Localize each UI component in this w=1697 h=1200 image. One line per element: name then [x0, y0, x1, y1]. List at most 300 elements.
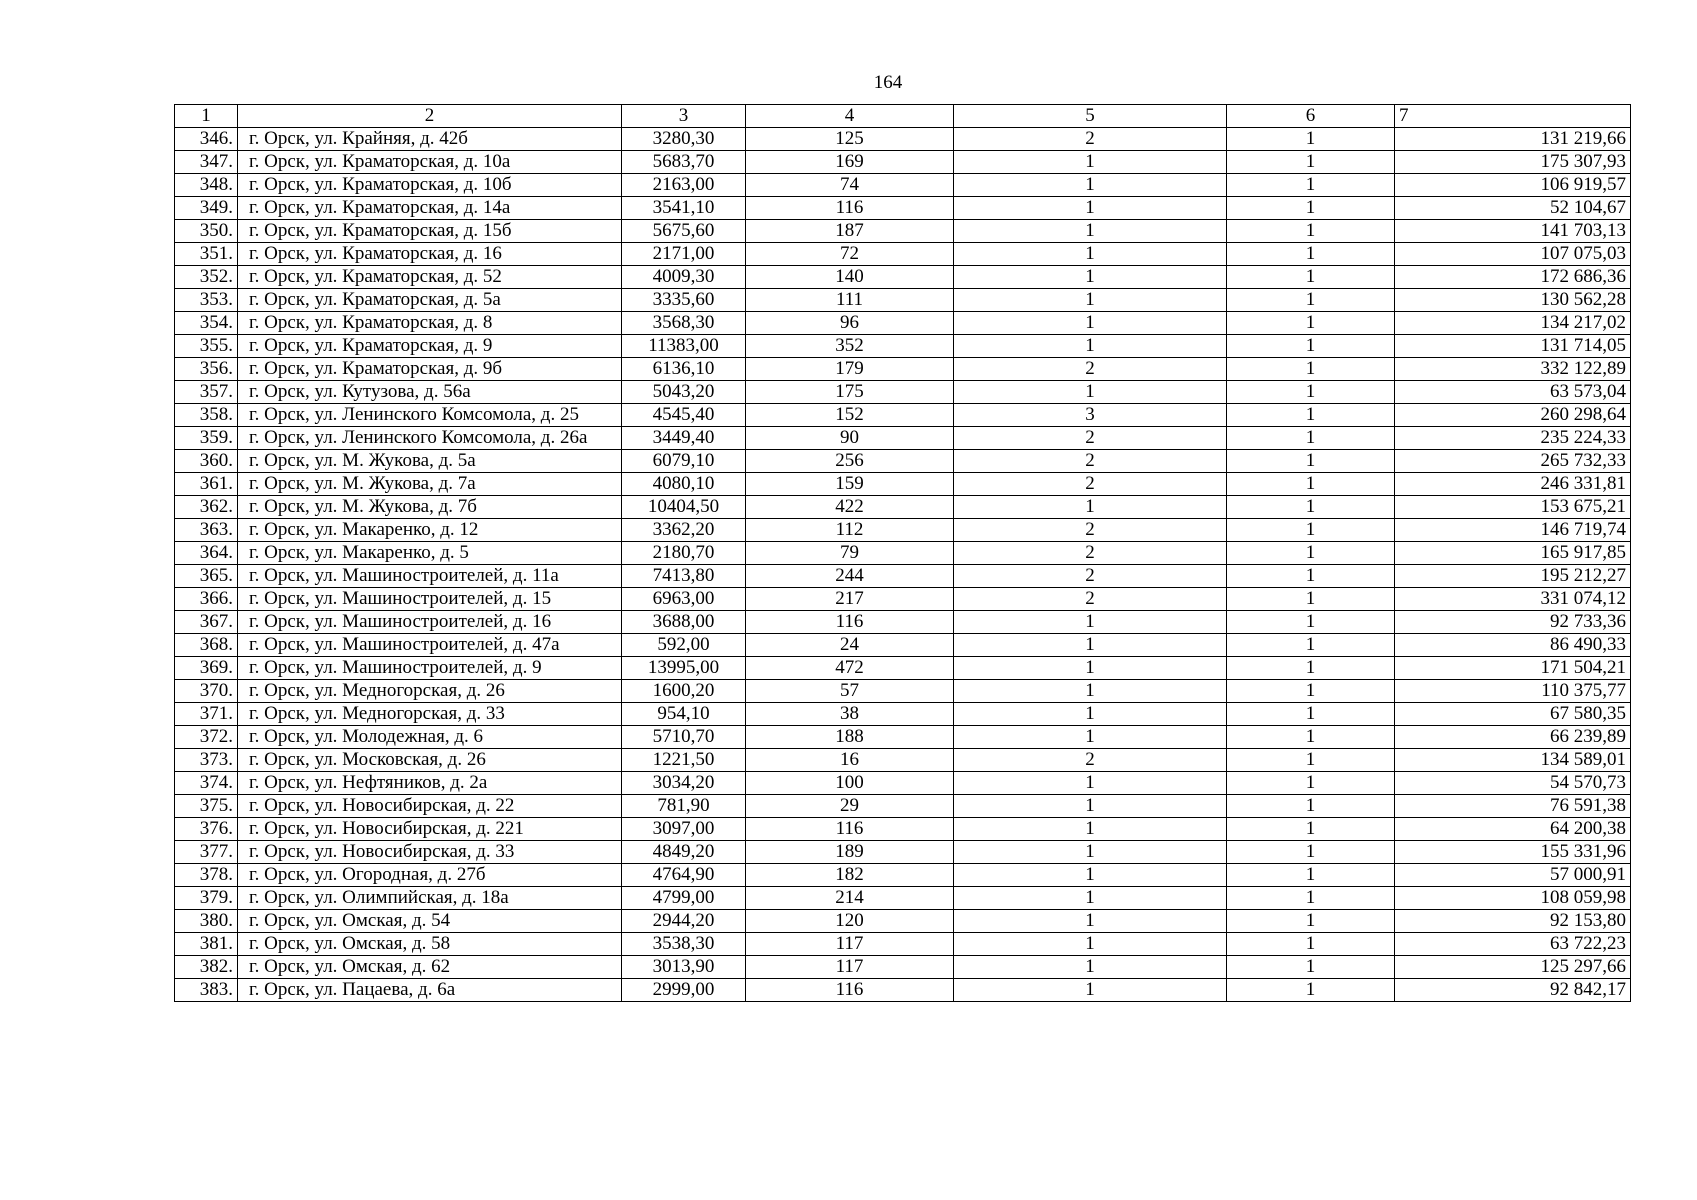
column-number-6: 6 [1227, 105, 1395, 128]
column-number-3: 3 [622, 105, 746, 128]
residents-cell: 38 [746, 703, 954, 726]
column-5-cell: 1 [954, 197, 1227, 220]
amount-cell: 172 686,36 [1395, 266, 1631, 289]
residents-cell: 29 [746, 795, 954, 818]
row-number: 364. [175, 542, 238, 565]
table-row [175, 887, 1631, 910]
row-number: 350. [175, 220, 238, 243]
table-row [175, 381, 1631, 404]
table-row [175, 565, 1631, 588]
table-row [175, 358, 1631, 381]
column-6-cell: 1 [1227, 220, 1395, 243]
column-5-cell: 1 [954, 956, 1227, 979]
amount-cell: 67 580,35 [1395, 703, 1631, 726]
row-number: 382. [175, 956, 238, 979]
table-row [175, 266, 1631, 289]
row-number: 348. [175, 174, 238, 197]
amount-cell: 260 298,64 [1395, 404, 1631, 427]
table-row [175, 450, 1631, 473]
column-number-4: 4 [746, 105, 954, 128]
residents-cell: 182 [746, 864, 954, 887]
area-cell: 3538,30 [622, 933, 746, 956]
table-row [175, 220, 1631, 243]
address-cell: г. Орск, ул. Машиностроителей, д. 47а [238, 634, 622, 657]
address-cell: г. Орск, ул. Макаренко, д. 12 [238, 519, 622, 542]
column-6-cell: 1 [1227, 404, 1395, 427]
area-cell: 4849,20 [622, 841, 746, 864]
table-row [175, 749, 1631, 772]
column-6-cell: 1 [1227, 151, 1395, 174]
residents-cell: 256 [746, 450, 954, 473]
table-row [175, 335, 1631, 358]
area-cell: 2180,70 [622, 542, 746, 565]
amount-cell: 110 375,77 [1395, 680, 1631, 703]
table-row [175, 933, 1631, 956]
row-number: 367. [175, 611, 238, 634]
row-number: 352. [175, 266, 238, 289]
address-cell: г. Орск, ул. Омская, д. 54 [238, 910, 622, 933]
area-cell: 5043,20 [622, 381, 746, 404]
area-cell: 954,10 [622, 703, 746, 726]
amount-cell: 146 719,74 [1395, 519, 1631, 542]
row-number: 370. [175, 680, 238, 703]
amount-cell: 63 573,04 [1395, 381, 1631, 404]
address-cell: г. Орск, ул. Медногорская, д. 26 [238, 680, 622, 703]
row-number: 360. [175, 450, 238, 473]
column-6-cell: 1 [1227, 427, 1395, 450]
column-6-cell: 1 [1227, 565, 1395, 588]
row-number: 383. [175, 979, 238, 1002]
row-number: 363. [175, 519, 238, 542]
residents-cell: 244 [746, 565, 954, 588]
amount-cell: 171 504,21 [1395, 657, 1631, 680]
column-5-cell: 1 [954, 243, 1227, 266]
column-6-cell: 1 [1227, 611, 1395, 634]
area-cell: 6963,00 [622, 588, 746, 611]
table-row [175, 588, 1631, 611]
address-cell: г. Орск, ул. М. Жукова, д. 7б [238, 496, 622, 519]
column-5-cell: 2 [954, 565, 1227, 588]
area-cell: 13995,00 [622, 657, 746, 680]
column-5-cell: 1 [954, 151, 1227, 174]
address-cell: г. Орск, ул. Омская, д. 58 [238, 933, 622, 956]
area-cell: 3034,20 [622, 772, 746, 795]
column-5-cell: 2 [954, 450, 1227, 473]
amount-cell: 246 331,81 [1395, 473, 1631, 496]
residents-cell: 472 [746, 657, 954, 680]
column-6-cell: 1 [1227, 197, 1395, 220]
area-cell: 4080,10 [622, 473, 746, 496]
table-row [175, 243, 1631, 266]
amount-cell: 76 591,38 [1395, 795, 1631, 818]
area-cell: 4799,00 [622, 887, 746, 910]
column-5-cell: 2 [954, 542, 1227, 565]
area-cell: 3541,10 [622, 197, 746, 220]
column-6-cell: 1 [1227, 542, 1395, 565]
table-row [175, 956, 1631, 979]
column-6-cell: 1 [1227, 243, 1395, 266]
amount-cell: 175 307,93 [1395, 151, 1631, 174]
amount-cell: 92 733,36 [1395, 611, 1631, 634]
column-number-1: 1 [175, 105, 238, 128]
row-number: 376. [175, 818, 238, 841]
address-cell: г. Орск, ул. Краматорская, д. 15б [238, 220, 622, 243]
amount-cell: 125 297,66 [1395, 956, 1631, 979]
area-cell: 3013,90 [622, 956, 746, 979]
address-cell: г. Орск, ул. Машиностроителей, д. 15 [238, 588, 622, 611]
column-6-cell: 1 [1227, 174, 1395, 197]
column-5-cell: 1 [954, 266, 1227, 289]
column-6-cell: 1 [1227, 818, 1395, 841]
row-number: 373. [175, 749, 238, 772]
column-5-cell: 1 [954, 818, 1227, 841]
residents-cell: 116 [746, 979, 954, 1002]
column-6-cell: 1 [1227, 358, 1395, 381]
amount-cell: 155 331,96 [1395, 841, 1631, 864]
row-number: 359. [175, 427, 238, 450]
table-row [175, 795, 1631, 818]
column-5-cell: 1 [954, 703, 1227, 726]
page-number: 164 [873, 72, 903, 93]
amount-cell: 106 919,57 [1395, 174, 1631, 197]
residents-cell: 217 [746, 588, 954, 611]
column-5-cell: 1 [954, 220, 1227, 243]
table-row [175, 910, 1631, 933]
residents-cell: 100 [746, 772, 954, 795]
amount-cell: 165 917,85 [1395, 542, 1631, 565]
row-number: 355. [175, 335, 238, 358]
residents-cell: 72 [746, 243, 954, 266]
column-6-cell: 1 [1227, 680, 1395, 703]
row-number: 346. [175, 128, 238, 151]
column-6-cell: 1 [1227, 289, 1395, 312]
column-5-cell: 1 [954, 795, 1227, 818]
column-5-cell: 1 [954, 174, 1227, 197]
row-number: 349. [175, 197, 238, 220]
residents-cell: 57 [746, 680, 954, 703]
amount-cell: 52 104,67 [1395, 197, 1631, 220]
column-6-cell: 1 [1227, 266, 1395, 289]
table-row [175, 174, 1631, 197]
column-number-5: 5 [954, 105, 1227, 128]
residents-cell: 74 [746, 174, 954, 197]
residents-cell: 79 [746, 542, 954, 565]
row-number: 353. [175, 289, 238, 312]
address-cell: г. Орск, ул. Краматорская, д. 10б [238, 174, 622, 197]
row-number: 365. [175, 565, 238, 588]
column-6-cell: 1 [1227, 450, 1395, 473]
address-cell: г. Орск, ул. Краматорская, д. 5а [238, 289, 622, 312]
residents-cell: 116 [746, 818, 954, 841]
address-cell: г. Орск, ул. Краматорская, д. 10а [238, 151, 622, 174]
column-6-cell: 1 [1227, 657, 1395, 680]
address-cell: г. Орск, ул. М. Жукова, д. 7а [238, 473, 622, 496]
row-number: 381. [175, 933, 238, 956]
column-5-cell: 1 [954, 864, 1227, 887]
address-cell: г. Орск, ул. М. Жукова, д. 5а [238, 450, 622, 473]
amount-cell: 107 075,03 [1395, 243, 1631, 266]
column-6-cell: 1 [1227, 335, 1395, 358]
residents-cell: 112 [746, 519, 954, 542]
area-cell: 3097,00 [622, 818, 746, 841]
residents-cell: 352 [746, 335, 954, 358]
area-cell: 3688,00 [622, 611, 746, 634]
column-6-cell: 1 [1227, 841, 1395, 864]
column-6-cell: 1 [1227, 519, 1395, 542]
column-5-cell: 2 [954, 749, 1227, 772]
residents-cell: 117 [746, 956, 954, 979]
residents-cell: 422 [746, 496, 954, 519]
area-cell: 2163,00 [622, 174, 746, 197]
amount-cell: 131 714,05 [1395, 335, 1631, 358]
row-number: 374. [175, 772, 238, 795]
table-row [175, 680, 1631, 703]
column-6-cell: 1 [1227, 381, 1395, 404]
address-cell: г. Орск, ул. Новосибирская, д. 33 [238, 841, 622, 864]
residents-cell: 179 [746, 358, 954, 381]
table-row [175, 979, 1631, 1002]
column-6-cell: 1 [1227, 979, 1395, 1002]
column-5-cell: 2 [954, 519, 1227, 542]
row-number: 354. [175, 312, 238, 335]
row-number: 377. [175, 841, 238, 864]
column-5-cell: 1 [954, 312, 1227, 335]
residents-cell: 24 [746, 634, 954, 657]
column-5-cell: 1 [954, 335, 1227, 358]
table-row [175, 289, 1631, 312]
address-cell: г. Орск, ул. Огородная, д. 27б [238, 864, 622, 887]
address-cell: г. Орск, ул. Краматорская, д. 8 [238, 312, 622, 335]
area-cell: 3362,20 [622, 519, 746, 542]
address-cell: г. Орск, ул. Ленинского Комсомола, д. 26а [238, 427, 622, 450]
amount-cell: 92 153,80 [1395, 910, 1631, 933]
residents-cell: 116 [746, 197, 954, 220]
column-5-cell: 2 [954, 473, 1227, 496]
area-cell: 1600,20 [622, 680, 746, 703]
column-5-cell: 2 [954, 427, 1227, 450]
area-cell: 2944,20 [622, 910, 746, 933]
residents-cell: 169 [746, 151, 954, 174]
area-cell: 592,00 [622, 634, 746, 657]
row-number: 358. [175, 404, 238, 427]
column-6-cell: 1 [1227, 634, 1395, 657]
column-5-cell: 1 [954, 657, 1227, 680]
row-number: 372. [175, 726, 238, 749]
column-5-cell: 2 [954, 128, 1227, 151]
address-cell: г. Орск, ул. Новосибирская, д. 22 [238, 795, 622, 818]
amount-cell: 57 000,91 [1395, 864, 1631, 887]
amount-cell: 235 224,33 [1395, 427, 1631, 450]
table-row [175, 151, 1631, 174]
area-cell: 4545,40 [622, 404, 746, 427]
area-cell: 1221,50 [622, 749, 746, 772]
row-number: 366. [175, 588, 238, 611]
residents-cell: 214 [746, 887, 954, 910]
column-6-cell: 1 [1227, 864, 1395, 887]
column-6-cell: 1 [1227, 726, 1395, 749]
column-6-cell: 1 [1227, 956, 1395, 979]
column-5-cell: 2 [954, 588, 1227, 611]
area-cell: 3280,30 [622, 128, 746, 151]
area-cell: 5683,70 [622, 151, 746, 174]
column-5-cell: 1 [954, 841, 1227, 864]
registry-table [174, 104, 1631, 1002]
area-cell: 781,90 [622, 795, 746, 818]
residents-cell: 111 [746, 289, 954, 312]
table-row [175, 864, 1631, 887]
amount-cell: 108 059,98 [1395, 887, 1631, 910]
address-cell: г. Орск, ул. Кутузова, д. 56а [238, 381, 622, 404]
row-number: 378. [175, 864, 238, 887]
table-row [175, 312, 1631, 335]
column-5-cell: 1 [954, 772, 1227, 795]
table-row [175, 404, 1631, 427]
column-5-cell: 1 [954, 680, 1227, 703]
area-cell: 5710,70 [622, 726, 746, 749]
table-row [175, 818, 1631, 841]
table-row [175, 542, 1631, 565]
column-6-cell: 1 [1227, 496, 1395, 519]
residents-cell: 120 [746, 910, 954, 933]
amount-cell: 153 675,21 [1395, 496, 1631, 519]
amount-cell: 66 239,89 [1395, 726, 1631, 749]
address-cell: г. Орск, ул. Краматорская, д. 14а [238, 197, 622, 220]
column-6-cell: 1 [1227, 749, 1395, 772]
column-6-cell: 1 [1227, 772, 1395, 795]
area-cell: 3568,30 [622, 312, 746, 335]
column-5-cell: 3 [954, 404, 1227, 427]
address-cell: г. Орск, ул. Новосибирская, д. 221 [238, 818, 622, 841]
column-6-cell: 1 [1227, 128, 1395, 151]
address-cell: г. Орск, ул. Машиностроителей, д. 16 [238, 611, 622, 634]
area-cell: 3449,40 [622, 427, 746, 450]
table-row [175, 473, 1631, 496]
address-cell: г. Орск, ул. Олимпийская, д. 18а [238, 887, 622, 910]
address-cell: г. Орск, ул. Нефтяников, д. 2а [238, 772, 622, 795]
column-5-cell: 1 [954, 289, 1227, 312]
row-number: 362. [175, 496, 238, 519]
address-cell: г. Орск, ул. Молодежная, д. 6 [238, 726, 622, 749]
table-row [175, 128, 1631, 151]
address-cell: г. Орск, ул. Машиностроителей, д. 11а [238, 565, 622, 588]
residents-cell: 175 [746, 381, 954, 404]
table-row [175, 519, 1631, 542]
address-cell: г. Орск, ул. Пацаева, д. 6а [238, 979, 622, 1002]
area-cell: 2999,00 [622, 979, 746, 1002]
column-6-cell: 1 [1227, 312, 1395, 335]
area-cell: 10404,50 [622, 496, 746, 519]
address-cell: г. Орск, ул. Краматорская, д. 52 [238, 266, 622, 289]
table-row [175, 703, 1631, 726]
address-cell: г. Орск, ул. Макаренко, д. 5 [238, 542, 622, 565]
amount-cell: 332 122,89 [1395, 358, 1631, 381]
column-5-cell: 2 [954, 358, 1227, 381]
address-cell: г. Орск, ул. Краматорская, д. 16 [238, 243, 622, 266]
column-number-7: 7 [1395, 105, 1631, 128]
amount-cell: 141 703,13 [1395, 220, 1631, 243]
column-number-row [175, 105, 1631, 128]
column-number-2: 2 [238, 105, 622, 128]
address-cell: г. Орск, ул. Машиностроителей, д. 9 [238, 657, 622, 680]
amount-cell: 63 722,23 [1395, 933, 1631, 956]
column-6-cell: 1 [1227, 703, 1395, 726]
column-5-cell: 1 [954, 979, 1227, 1002]
column-5-cell: 1 [954, 726, 1227, 749]
residents-cell: 152 [746, 404, 954, 427]
row-number: 371. [175, 703, 238, 726]
row-number: 380. [175, 910, 238, 933]
address-cell: г. Орск, ул. Омская, д. 62 [238, 956, 622, 979]
area-cell: 4009,30 [622, 266, 746, 289]
table-row [175, 496, 1631, 519]
table-row [175, 726, 1631, 749]
amount-cell: 331 074,12 [1395, 588, 1631, 611]
row-number: 357. [175, 381, 238, 404]
table-row [175, 611, 1631, 634]
residents-cell: 16 [746, 749, 954, 772]
row-number: 375. [175, 795, 238, 818]
column-5-cell: 1 [954, 887, 1227, 910]
area-cell: 7413,80 [622, 565, 746, 588]
residents-cell: 159 [746, 473, 954, 496]
address-cell: г. Орск, ул. Московская, д. 26 [238, 749, 622, 772]
address-cell: г. Орск, ул. Медногорская, д. 33 [238, 703, 622, 726]
row-number: 361. [175, 473, 238, 496]
address-cell: г. Орск, ул. Крайняя, д. 42б [238, 128, 622, 151]
address-cell: г. Орск, ул. Ленинского Комсомола, д. 25 [238, 404, 622, 427]
residents-cell: 116 [746, 611, 954, 634]
column-5-cell: 1 [954, 611, 1227, 634]
table-row [175, 841, 1631, 864]
address-cell: г. Орск, ул. Краматорская, д. 9 [238, 335, 622, 358]
residents-cell: 189 [746, 841, 954, 864]
area-cell: 2171,00 [622, 243, 746, 266]
column-5-cell: 1 [954, 933, 1227, 956]
residents-cell: 90 [746, 427, 954, 450]
area-cell: 11383,00 [622, 335, 746, 358]
table-row [175, 634, 1631, 657]
table-row [175, 772, 1631, 795]
area-cell: 6079,10 [622, 450, 746, 473]
area-cell: 4764,90 [622, 864, 746, 887]
residents-cell: 187 [746, 220, 954, 243]
row-number: 351. [175, 243, 238, 266]
area-cell: 5675,60 [622, 220, 746, 243]
column-5-cell: 1 [954, 381, 1227, 404]
area-cell: 3335,60 [622, 289, 746, 312]
amount-cell: 195 212,27 [1395, 565, 1631, 588]
amount-cell: 134 589,01 [1395, 749, 1631, 772]
row-number: 368. [175, 634, 238, 657]
row-number: 369. [175, 657, 238, 680]
amount-cell: 86 490,33 [1395, 634, 1631, 657]
amount-cell: 134 217,02 [1395, 312, 1631, 335]
residents-cell: 96 [746, 312, 954, 335]
residents-cell: 125 [746, 128, 954, 151]
residents-cell: 117 [746, 933, 954, 956]
row-number: 356. [175, 358, 238, 381]
column-6-cell: 1 [1227, 910, 1395, 933]
row-number: 379. [175, 887, 238, 910]
table-row [175, 657, 1631, 680]
column-5-cell: 1 [954, 634, 1227, 657]
column-5-cell: 1 [954, 910, 1227, 933]
column-6-cell: 1 [1227, 795, 1395, 818]
column-6-cell: 1 [1227, 588, 1395, 611]
table-row [175, 427, 1631, 450]
column-6-cell: 1 [1227, 887, 1395, 910]
column-6-cell: 1 [1227, 473, 1395, 496]
